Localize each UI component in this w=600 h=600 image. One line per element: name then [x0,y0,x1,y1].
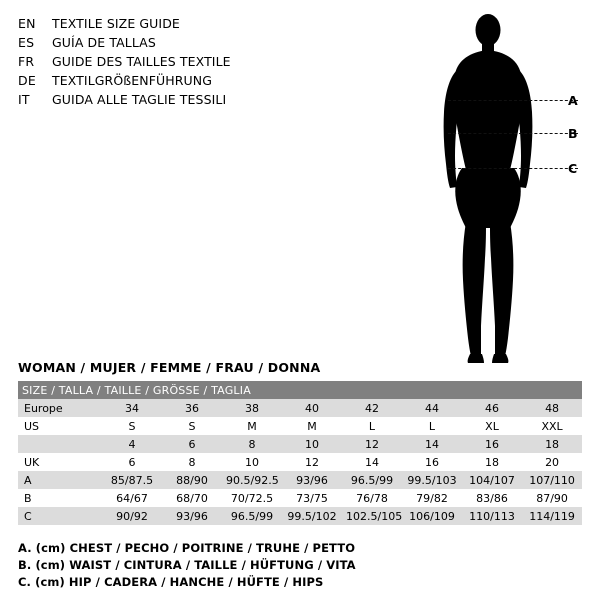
table-cell: 6 [102,453,162,471]
language-row [18,90,348,109]
language-title: GUIDA ALLE TAGLIE TESSILI [52,92,227,107]
language-code: DE [18,73,36,88]
table-cell: 8 [162,453,222,471]
language-code: ES [18,35,35,50]
measure-line-b [448,133,578,134]
row-label: Europe [18,399,102,417]
table-cell: 90/92 [102,507,162,525]
table-row [18,417,582,435]
table-cell: 34 [102,399,162,417]
table-cell: 10 [282,435,342,453]
row-label: A [18,471,102,489]
table-cell: 68/70 [162,489,222,507]
table-cell: 14 [342,453,402,471]
table-cell: XXL [522,417,582,435]
table-cell: 88/90 [162,471,222,489]
table-cell: 106/109 [402,507,462,525]
table-cell: 46 [462,399,522,417]
table-cell: 99.5/102 [282,507,342,525]
table-cell: 93/96 [162,507,222,525]
table-cell: 18 [462,453,522,471]
row-label: US [18,417,102,435]
table-cell: 83/86 [462,489,522,507]
table-cell: 16 [402,453,462,471]
table-cell: 110/113 [462,507,522,525]
table-cell: 4 [102,435,162,453]
language-row [18,71,348,90]
table-cell: M [222,417,282,435]
table-cell: 48 [522,399,582,417]
table-cell: 87/90 [522,489,582,507]
size-table-container [18,381,582,525]
measure-label-a: A [568,93,578,108]
table-cell: XL [462,417,522,435]
language-row [18,14,348,33]
language-code: FR [18,54,35,69]
table-cell: 36 [162,399,222,417]
table-cell: 102.5/105 [342,507,402,525]
table-cell: 14 [402,435,462,453]
table-cell: 96.5/99 [222,507,282,525]
table-cell: 85/87.5 [102,471,162,489]
table-header-label: SIZE / TALLA / TAILLE / GRÖSSE / TAGLIA [18,381,582,399]
table-cell: 90.5/92.5 [222,471,282,489]
table-cell: 107/110 [522,471,582,489]
measure-label-b: B [568,126,578,141]
measurement-legend [18,540,418,591]
measure-line-a [448,100,578,101]
table-cell: 8 [222,435,282,453]
table-cell: 40 [282,399,342,417]
table-cell: S [102,417,162,435]
table-row [18,453,582,471]
table-cell: 20 [522,453,582,471]
woman-body-icon [400,8,600,368]
table-cell: 76/78 [342,489,402,507]
row-label: B [18,489,102,507]
row-label: UK [18,453,102,471]
table-row [18,471,582,489]
table-row [18,489,582,507]
table-cell: 38 [222,399,282,417]
language-title: TEXTILE SIZE GUIDE [52,16,180,31]
language-title-block [18,14,348,109]
legend-line-b: B. (cm) WAIST / CINTURA / TAILLE / HÜFTUNG / VITA [18,558,356,572]
row-label [18,435,102,453]
table-cell: 64/67 [102,489,162,507]
language-title: TEXTILGRÖßENFÜHRUNG [52,73,213,88]
table-cell: 12 [342,435,402,453]
measure-label-c: C [568,161,578,176]
table-cell: L [342,417,402,435]
table-cell: 6 [162,435,222,453]
table-cell: 73/75 [282,489,342,507]
row-label: C [18,507,102,525]
table-cell: M [282,417,342,435]
table-cell: 104/107 [462,471,522,489]
table-cell: 79/82 [402,489,462,507]
table-row [18,435,582,453]
table-header-row [18,381,582,399]
size-table [18,381,582,525]
table-cell: L [402,417,462,435]
language-code: EN [18,16,36,31]
legend-line-c: C. (cm) HIP / CADERA / HANCHE / HÜFTE / HIPS [18,575,324,589]
female-silhouette-figure [400,8,600,368]
legend-line-a: A. (cm) CHEST / PECHO / POITRINE / TRUHE / PETTO [18,541,356,555]
section-heading-woman: WOMAN / MUJER / FEMME / FRAU / DONNA [18,360,321,375]
language-row [18,52,348,71]
table-cell: 99.5/103 [402,471,462,489]
table-cell: 93/96 [282,471,342,489]
table-cell: 70/72.5 [222,489,282,507]
table-cell: S [162,417,222,435]
table-row [18,399,582,417]
table-cell: 42 [342,399,402,417]
table-cell: 16 [462,435,522,453]
language-row [18,33,348,52]
table-cell: 96.5/99 [342,471,402,489]
language-title: GUIDE DES TAILLES TEXTILE [52,54,231,69]
language-code: IT [18,92,30,107]
measure-line-c [448,168,578,169]
table-cell: 10 [222,453,282,471]
table-cell: 44 [402,399,462,417]
language-title: GUÍA DE TALLAS [52,35,156,50]
table-cell: 12 [282,453,342,471]
table-cell: 18 [522,435,582,453]
table-row [18,507,582,525]
table-cell: 114/119 [522,507,582,525]
